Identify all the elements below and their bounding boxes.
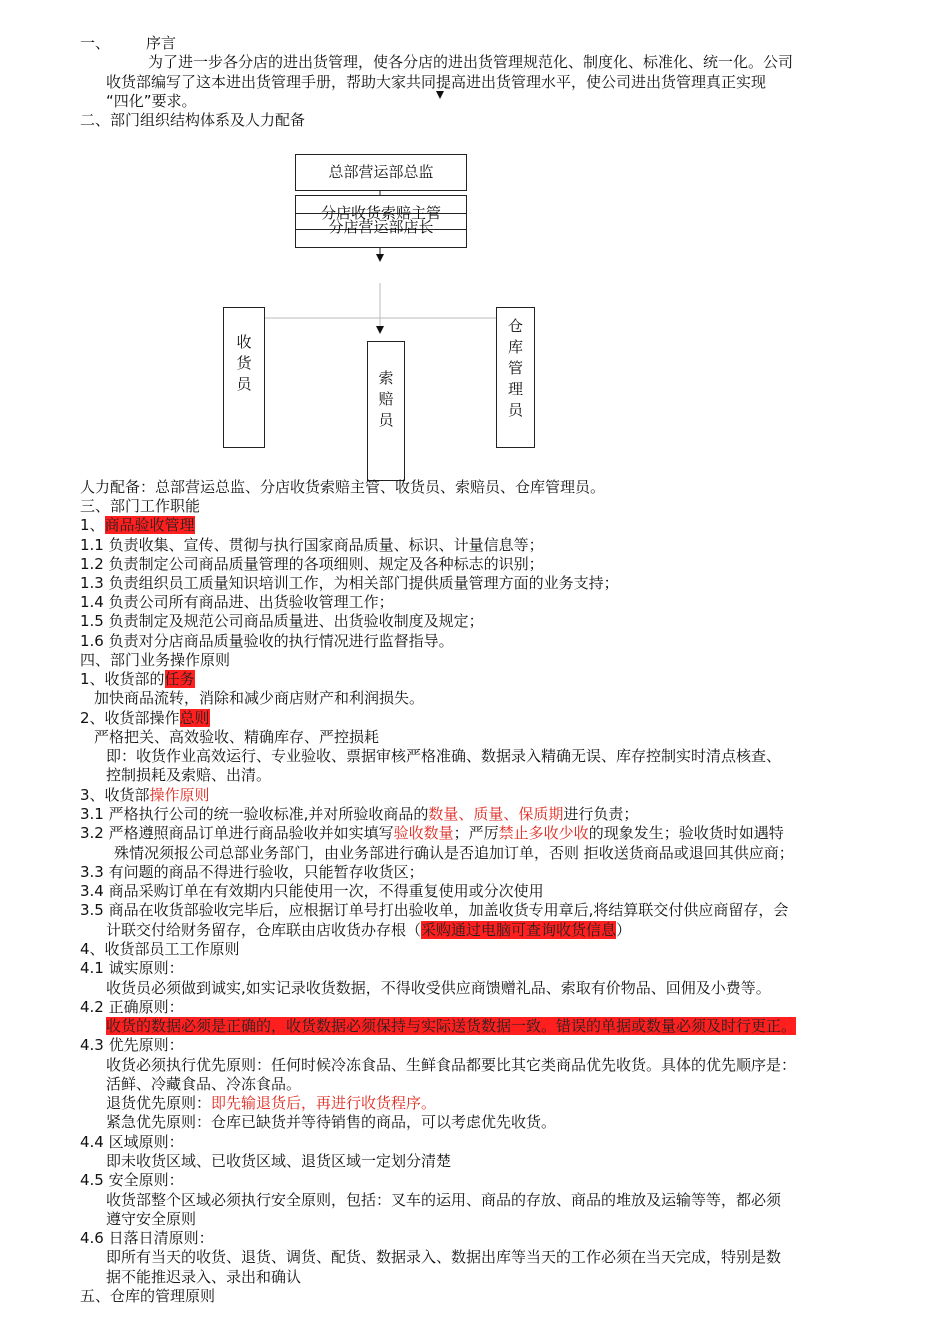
preface-line-3: “四化”要求。 <box>106 92 197 110</box>
rule-3-1-b: 进行负责； <box>563 805 639 823</box>
item-4-1 <box>80 670 195 689</box>
item-4-2-prefix: 2、收货部操作 <box>80 709 180 727</box>
org-chart-connectors <box>0 0 950 500</box>
preface-line-1: 为了进一步各分店的进出货管理，使各分店的进出货管理规范化、制度化、标准化、统一化。公司 <box>148 53 794 71</box>
rule-3-5: 3.5 商品在收货部验收完毕后，应根据订单号打出验收单，加盖收货专用章后,将结算联交付供应商留存，会 <box>80 901 789 919</box>
item-4-1-highlight: 任务 <box>164 670 195 688</box>
principle-4-3-urgent: 紧急优先原则：仓库已缺货并等待销售的商品，可以考虑优先收货。 <box>106 1113 557 1131</box>
rule-3-2-b: ；严厉 <box>453 824 499 842</box>
section-1-title: 序言 <box>146 34 177 52</box>
item-4-2 <box>80 709 210 728</box>
item-4-1-prefix: 1、收货部的 <box>80 670 165 688</box>
section-5-title: 五、仓库的管理原则 <box>80 1287 216 1305</box>
rule-3-5-cont <box>106 921 631 940</box>
duty-1-5: 1.5 负责制定及规范公司商品质量进、出货验收制度及规定； <box>80 612 484 630</box>
rule-3-1-red: 数量、质量、保质期 <box>428 805 564 823</box>
principle-4-3-body-2: 活鲜、冷藏食品、冷冻食品。 <box>106 1075 302 1093</box>
principle-4-1: 4.1 诚实原则： <box>80 959 184 977</box>
principle-4-2: 4.2 正确原则： <box>80 998 184 1016</box>
duty-1-3: 1.3 负责组织员工质量知识培训工作，为相关部门提供质量管理方面的业务支持； <box>80 574 619 592</box>
rule-3-5-c: ） <box>616 921 632 939</box>
item-4-2-detail-1: 即：收货作业高效运行、专业验收、票据审核严格准确、数据录入精确无误、库存控制实时清点核查、 <box>106 747 782 765</box>
principle-4-5-body-1: 收货部整个区域必须执行安全原则，包括：叉车的运用、商品的存放、商品的堆放及运输等等，都必须 <box>106 1191 782 1209</box>
rule-3-5-b: 计联交付给财务留存，仓库联由店收货办存根（ <box>106 921 422 939</box>
principle-4-3-body-1: 收货必须执行优先原则：任何时候冷冻食品、生鲜食品都要比其它类商品优先收货。具体的优先顺序是： <box>106 1056 797 1074</box>
principle-4-6: 4.6 日落日清原则： <box>80 1229 214 1247</box>
org-box-top <box>295 154 467 191</box>
section-4-title: 四、部门业务操作原则 <box>80 651 231 669</box>
rule-3-1 <box>80 805 638 824</box>
item-4-3-red: 操作原则 <box>149 786 210 804</box>
principle-4-2-highlight: 收货的数据必须是正确的，收货数据必须保持与实际送货数据一致。错误的单据或数量必须及时行更正。 <box>106 1017 797 1035</box>
rule-3-5-highlight: 采购通过电脑可查询收货信息 <box>421 921 617 939</box>
org-mid1-label: 分店收货索赔主管 <box>320 204 441 222</box>
return-priority-red: 即先输退货后，再进行收货程序。 <box>211 1094 437 1112</box>
principle-4-2-body <box>106 1017 796 1036</box>
principle-4-5-body-2: 遵守安全原则 <box>106 1210 197 1228</box>
principle-4-6-body-2: 据不能推迟录入、录出和确认 <box>106 1268 302 1286</box>
org-center-label: 索赔员 <box>378 369 394 429</box>
item-4-3-prefix: 3、收货部 <box>80 786 150 804</box>
duty-1-6: 1.6 负责对分店商品质量验收的执行情况进行监督指导。 <box>80 632 454 650</box>
section-3-title: 三、部门工作职能 <box>80 497 201 515</box>
org-top-label: 总部营运部总监 <box>328 163 434 181</box>
item-4-3 <box>80 786 210 805</box>
org-mid2-label: 分店营运部店长 <box>328 218 434 236</box>
rule-3-2-red-2: 禁止多收少收 <box>498 824 589 842</box>
org-left-label: 收货员 <box>236 333 252 393</box>
principle-4-4-body: 即未收货区域、已收货区域、退货区域一定划分清楚 <box>106 1152 452 1170</box>
rule-3-3: 3.3 有问题的商品不得进行验收，只能暂存收货区； <box>80 863 424 881</box>
section-3-item-1 <box>80 516 195 535</box>
rule-3-2-cont: 殊情况须报公司总部业务部门，由业务部进行确认是否追加订单，否则 拒收送货商品或退回其供应商； <box>114 844 794 862</box>
staffing-line: 人力配备：总部营运总监、分店收货索赔主管、收货员、索赔员、仓库管理员。 <box>80 478 606 496</box>
duty-1-4: 1.4 负责公司所有商品进、出货验收管理工作； <box>80 593 394 611</box>
section-2-title: 二、部门组织结构体系及人力配备 <box>80 111 306 129</box>
preface-line-2: 收货部编写了这本进出货管理手册，帮助大家共同提高进出货管理水平，使公司进出货管理真正实现 <box>106 73 767 91</box>
item-4-4: 4、收货部员工工作原则 <box>80 940 240 958</box>
item-1-highlight: 商品验收管理 <box>104 516 195 534</box>
rule-3-4: 3.4 商品采购订单在有效期内只能使用一次，不得重复使用或分次使用 <box>80 882 544 900</box>
return-priority-label: 退货优先原则： <box>106 1094 212 1112</box>
principle-4-4: 4.4 区域原则： <box>80 1133 184 1151</box>
principle-4-3-return <box>106 1094 436 1113</box>
rule-3-2 <box>80 824 784 843</box>
principle-4-5: 4.5 安全原则： <box>80 1171 184 1189</box>
rule-3-2-red-1: 验收数量 <box>393 824 454 842</box>
duty-1-1: 1.1 负责收集、宣传、贯彻与执行国家商品质量、标识、计量信息等； <box>80 536 544 554</box>
org-box-left <box>223 307 265 448</box>
item-4-2-detail-2: 控制损耗及索赔、出清。 <box>106 766 272 784</box>
item-4-2-highlight: 总则 <box>179 709 210 727</box>
rule-3-2-a: 3.2 严格遵照商品订单进行商品验收并如实填写 <box>80 824 394 842</box>
rule-3-1-a: 3.1 严格执行公司的统一验收标准,并对所验收商品的 <box>80 805 429 823</box>
principle-4-3: 4.3 优先原则： <box>80 1036 184 1054</box>
principle-4-6-body-1: 即所有当天的收货、退货、调货、配货、数据录入、数据出库等当天的工作必须在当天完成，特别是数 <box>106 1248 782 1266</box>
org-right-label: 仓库管理员 <box>507 317 523 419</box>
duty-1-2: 1.2 负责制定公司商品质量管理的各项细则、规定及各种标志的识别； <box>80 555 544 573</box>
section-1-number: 一、 <box>80 34 111 52</box>
principle-4-1-body: 收货员必须做到诚实,如实记录收货数据，不得收受供应商馈赠礼品、索取有价物品、回佣及小费等。 <box>106 979 771 997</box>
item-4-1-body: 加快商品流转，消除和减少商店财产和利润损失。 <box>94 689 425 707</box>
item-4-2-body: 严格把关、高效验收、精确库存、严控损耗 <box>94 728 380 746</box>
item-1-prefix: 1、 <box>80 516 105 534</box>
org-box-center <box>367 341 405 481</box>
org-box-right <box>496 307 535 448</box>
rule-3-2-c: 的现象发生；验收货时如遇特 <box>588 824 784 842</box>
org-box-mid <box>295 195 467 248</box>
